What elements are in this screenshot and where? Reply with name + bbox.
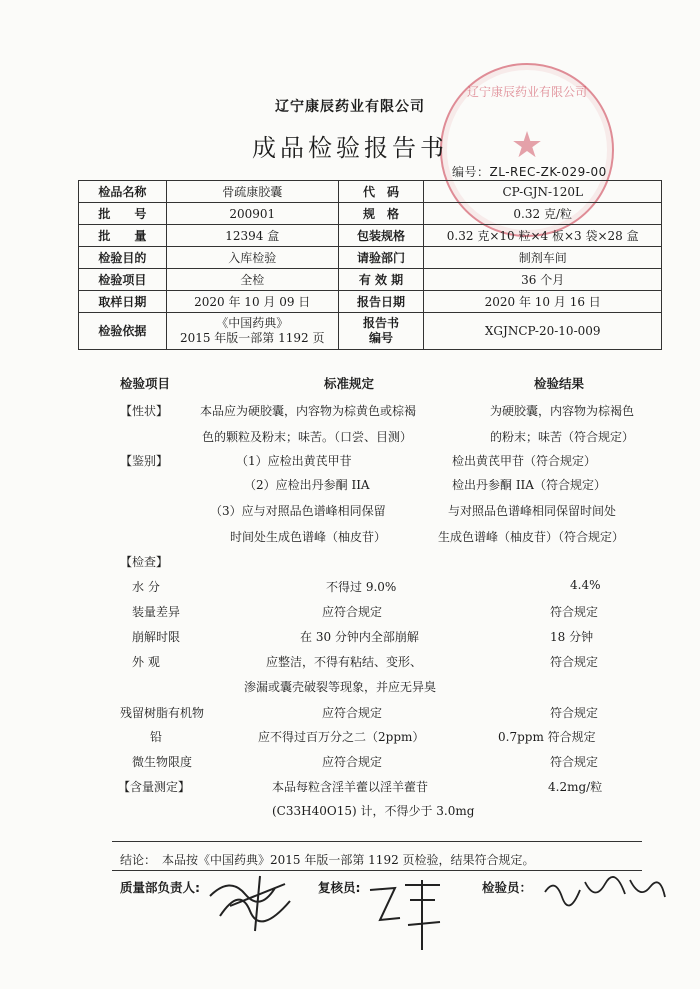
table-row	[79, 181, 662, 203]
seal-star-icon: ★	[510, 125, 544, 166]
disint-item: 崩解时限	[132, 630, 181, 644]
label-batch-no: 批 号	[79, 203, 167, 225]
water-std: 不得过 9.0%	[326, 580, 397, 594]
inspector-signature	[540, 872, 670, 912]
value-purpose: 入库检验	[166, 247, 338, 269]
company-seal-ring: 辽宁康辰药业有限公司	[466, 85, 587, 99]
lead-res: 0.7ppm 符合规定	[498, 730, 596, 744]
reviewer-signature	[360, 870, 450, 960]
col-header-result: 检验结果	[534, 376, 585, 391]
inspector-label: 检验员：	[482, 880, 533, 895]
label-report-no-line2: 编号	[368, 331, 393, 345]
value-report-no: XGJNCP-20-10-009	[424, 313, 662, 350]
value-batch-no: 200901	[166, 203, 338, 225]
char-label: 【性状】	[120, 404, 169, 418]
label-basis: 检验依据	[79, 313, 167, 350]
value-report-date: 2020 年 10 月 16 日	[424, 291, 662, 313]
ident-3-std-1: （3）应与对照品色谱峰相同保留	[210, 504, 386, 518]
label-product-name: 检品名称	[79, 181, 167, 203]
lead-std: 应不得过百万分之二（2ppm）	[258, 730, 425, 744]
check-label: 【检查】	[120, 555, 169, 569]
table-row	[79, 203, 662, 225]
value-package-spec: 0.32 克×10 粒×4 板×3 袋×28 盒	[424, 225, 662, 247]
ident-1-std: （1）应检出黄芪甲苷	[236, 454, 352, 468]
micro-item: 微生物限度	[132, 755, 193, 769]
appear-res: 符合规定	[550, 655, 599, 669]
label-report-no-line1: 报告书	[362, 316, 399, 330]
col-header-standard: 标准规定	[324, 376, 375, 391]
label-dept: 请验部门	[338, 247, 424, 269]
qa-manager-label: 质量部负责人:	[120, 880, 200, 895]
label-report-date: 报告日期	[338, 291, 424, 313]
company-name: 辽宁康辰药业有限公司	[275, 99, 425, 115]
disint-std: 在 30 分钟内全部崩解	[300, 630, 419, 644]
resin-std: 应符合规定	[322, 706, 383, 720]
value-validity: 36 个月	[424, 269, 662, 291]
conclusion: 结论： 本品按《中国药典》2015 年版一部第 1192 页检验，结果符合规定。	[120, 853, 535, 867]
qa-manager-signature	[200, 866, 310, 936]
value-basis	[166, 313, 338, 350]
load-std: 应符合规定	[322, 605, 383, 619]
label-purpose: 检验目的	[79, 247, 167, 269]
appear-std-2: 渗漏或囊壳破裂等现象，并应无异臭	[244, 680, 437, 694]
divider-top	[112, 841, 642, 842]
table-row	[79, 225, 662, 247]
water-item: 水 分	[132, 580, 160, 594]
ident-3-std-2: 时间处生成色谱峰（柚皮苷）	[230, 530, 387, 544]
table-row	[79, 313, 662, 350]
product-info-table	[78, 180, 662, 350]
ident-2-std: （2）应检出丹参酮 IIA	[244, 478, 370, 492]
ident-2-res: 检出丹参酮 IIA（符合规定）	[452, 478, 606, 492]
appear-item: 外 观	[132, 655, 160, 669]
value-dept: 制剂车间	[424, 247, 662, 269]
value-spec: 0.32 克/粒	[424, 203, 662, 225]
assay-std-2: (C33H40O15) 计，不得少于 3.0mg	[272, 804, 475, 818]
label-sample-date: 取样日期	[79, 291, 167, 313]
label-code: 代 码	[338, 181, 424, 203]
lead-item: 铅	[150, 730, 163, 744]
ident-label: 【鉴别】	[120, 454, 169, 468]
col-header-item: 检验项目	[120, 376, 171, 391]
reviewer-label: 复核员:	[318, 880, 361, 895]
char-std-2: 色的颗粒及粉末；味苦。（口尝、目测）	[202, 430, 413, 444]
resin-res: 符合规定	[550, 706, 599, 720]
value-sample-date: 2020 年 10 月 09 日	[166, 291, 338, 313]
assay-res: 4.2mg/粒	[548, 780, 603, 794]
char-res-1: 为硬胶囊，内容物为棕褐色	[490, 404, 635, 418]
resin-item: 残留树脂有机物	[120, 706, 205, 720]
appear-std-1: 应整洁，不得有粘结、变形、	[266, 655, 423, 669]
load-res: 符合规定	[550, 605, 599, 619]
value-basis-line1: 《中国药典》	[216, 316, 289, 330]
disint-res: 18 分钟	[550, 630, 594, 644]
ident-3-res-1: 与对照品色谱峰相同保留时间处	[448, 504, 617, 518]
assay-label: 【含量测定】	[118, 780, 191, 794]
document-number: 编号：ZL-REC-ZK-029-00	[452, 165, 607, 179]
value-basis-line2: 2015 年版一部第 1192 页	[179, 331, 325, 345]
char-res-2: 的粉末；味苦（符合规定）	[490, 430, 635, 444]
ident-3-res-2: 生成色谱峰（柚皮苷）（符合规定）	[438, 530, 625, 544]
label-package-spec: 包装规格	[338, 225, 424, 247]
label-batch-size: 批 量	[79, 225, 167, 247]
value-batch-size: 12394 盒	[166, 225, 338, 247]
water-res: 4.4%	[570, 578, 601, 592]
char-std-1: 本品应为硬胶囊，内容物为棕黄色或棕褐	[200, 404, 417, 418]
label-validity: 有 效 期	[338, 269, 424, 291]
micro-res: 符合规定	[550, 755, 599, 769]
table-row	[79, 269, 662, 291]
report-title: 成品检验报告书	[252, 134, 448, 162]
value-code: CP-GJN-120L	[424, 181, 662, 203]
micro-std: 应符合规定	[322, 755, 383, 769]
assay-std-1: 本品每粒含淫羊藿以淫羊藿苷	[272, 780, 429, 794]
label-items: 检验项目	[79, 269, 167, 291]
value-items: 全检	[166, 269, 338, 291]
ident-1-res: 检出黄芪甲苷（符合规定）	[452, 454, 597, 468]
table-row	[79, 247, 662, 269]
label-spec: 规 格	[338, 203, 424, 225]
load-item: 装量差异	[132, 605, 181, 619]
value-product-name: 骨疏康胶囊	[166, 181, 338, 203]
table-row	[79, 291, 662, 313]
label-report-no	[338, 313, 424, 350]
